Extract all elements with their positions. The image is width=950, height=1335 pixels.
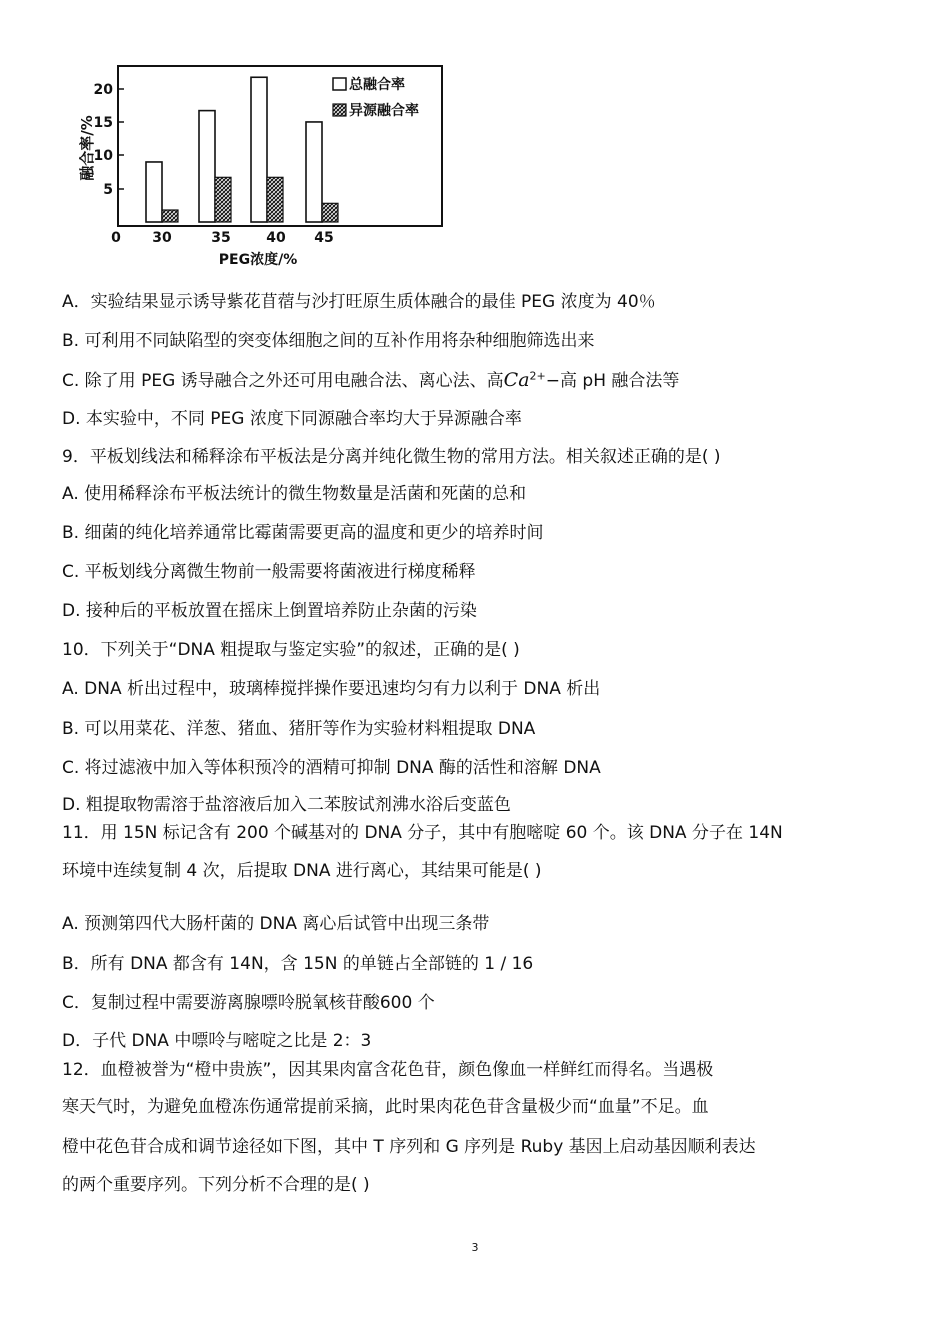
q10-option-c: C. 将过滤液中加入等体积预冷的酒精可抑制 DNA 酶的活性和溶解 DNA bbox=[62, 758, 601, 778]
legend-swatch-total bbox=[333, 78, 346, 90]
q10-option-a: A. DNA 析出过程中，玻璃棒搅拌操作要迅速均匀有力以利于 DNA 析出 bbox=[62, 679, 601, 699]
y-tick-label: 20 bbox=[93, 82, 113, 98]
peg-fusion-bar-chart bbox=[68, 52, 458, 277]
legend-label-hetero: 异源融合率 bbox=[349, 103, 419, 119]
bar-hetero-30 bbox=[162, 210, 178, 222]
q9-option-c: C. 平板划线分离微生物前一般需要将菌液进行梯度稀释 bbox=[62, 562, 476, 582]
q11-option-b: B．所有 DNA 都含有 14N，含 15N 的单链占全部链的 1 / 16 bbox=[62, 954, 534, 974]
x-tick-label: 40 bbox=[266, 230, 286, 246]
q11-option-c: C．复制过程中需要游离腺嘌呤脱氧核苷酸600 个 bbox=[62, 993, 435, 1013]
bar-hetero-40 bbox=[267, 177, 283, 222]
y-tick-label: 5 bbox=[103, 182, 113, 198]
bar-total-40 bbox=[251, 77, 267, 222]
page-number: 3 bbox=[471, 1241, 479, 1254]
y-tick-label: 10 bbox=[93, 148, 113, 164]
q10-stem: 10．下列关于“DNA 粗提取与鉴定实验”的叙述，正确的是( ) bbox=[62, 640, 520, 660]
q11-option-a: A. 预测第四代大肠杆菌的 DNA 离心后试管中出现三条带 bbox=[62, 914, 490, 934]
q10-option-b: B. 可以用菜花、洋葱、猪血、猪肝等作为实验材料粗提取 DNA bbox=[62, 719, 536, 739]
q11-stem-line1: 11．用 15N 标记含有 200 个碱基对的 DNA 分子，其中有胞嘧啶 60 个。该 DNA 分子在 14N bbox=[62, 823, 783, 843]
x-tick-label: 30 bbox=[152, 230, 172, 246]
legend-label-total: 总融合率 bbox=[349, 77, 405, 93]
q8-option-c-text: C. 除了用 PEG 诱导融合之外还可用电融合法、离心法、高 bbox=[62, 371, 504, 391]
bar-total-30 bbox=[146, 162, 162, 222]
q8-option-c-text-end: −高 pH 融合法等 bbox=[545, 371, 680, 391]
q8-option-d: D. 本实验中，不同 PEG 浓度下同源融合率均大于异源融合率 bbox=[62, 409, 522, 429]
q9-option-a: A. 使用稀释涂布平板法统计的微生物数量是活菌和死菌的总和 bbox=[62, 484, 527, 504]
x-tick-label: 45 bbox=[314, 230, 334, 246]
x-axis-label: PEG浓度/% bbox=[218, 252, 298, 268]
y-axis-label: 融合率/% bbox=[78, 115, 96, 181]
y-tick-label: 15 bbox=[93, 115, 113, 131]
q12-stem-line4: 的两个重要序列。下列分析不合理的是( ) bbox=[62, 1175, 370, 1195]
calcium-charge: 2+ bbox=[529, 369, 546, 383]
q12-stem-line2: 寒天气时，为避免血橙冻伤通常提前采摘，此时果肉花色苷含量极少而“血量”不足。血 bbox=[62, 1097, 709, 1117]
q12-stem-line3: 橙中花色苷合成和调节途径如下图，其中 T 序列和 G 序列是 Ruby 基因上启动基因顺利表达 bbox=[62, 1137, 756, 1157]
bar-hetero-45 bbox=[322, 203, 338, 222]
q8-option-b: B. 可利用不同缺陷型的突变体细胞之间的互补作用将杂种细胞筛选出来 bbox=[62, 331, 595, 351]
q12-stem-line1: 12．血橙被誉为“橙中贵族”，因其果肉富含花色苷，颜色像血一样鲜红而得名。当遇极 bbox=[62, 1060, 714, 1080]
q11-stem-line2: 环境中连续复制 4 次，后提取 DNA 进行离心，其结果可能是( ) bbox=[62, 861, 542, 881]
bar-total-45 bbox=[306, 122, 322, 222]
q8-option-c bbox=[62, 369, 882, 392]
bar-total-35 bbox=[199, 111, 215, 222]
q9-stem: 9．平板划线法和稀释涂布平板法是分离并纯化微生物的常用方法。相关叙述正确的是( ) bbox=[62, 447, 721, 467]
q11-option-d: D．子代 DNA 中嘌呤与嘧啶之比是 2：3 bbox=[62, 1031, 372, 1051]
q9-option-d: D. 接种后的平板放置在摇床上倒置培养防止杂菌的污染 bbox=[62, 601, 477, 621]
q9-option-b: B. 细菌的纯化培养通常比霉菌需要更高的温度和更少的培养时间 bbox=[62, 523, 544, 543]
calcium-symbol: Ca bbox=[503, 369, 530, 391]
q8-option-a: A．实验结果显示诱导紫花苜蓿与沙打旺原生质体融合的最佳 PEG 浓度为 40％ bbox=[62, 292, 656, 312]
legend-swatch-hetero bbox=[333, 104, 346, 116]
bar-hetero-35 bbox=[215, 177, 231, 222]
x-origin-label: 0 bbox=[111, 230, 121, 246]
x-tick-label: 35 bbox=[211, 230, 231, 246]
q10-option-d: D. 粗提取物需溶于盐溶液后加入二苯胺试剂沸水浴后变蓝色 bbox=[62, 795, 511, 815]
